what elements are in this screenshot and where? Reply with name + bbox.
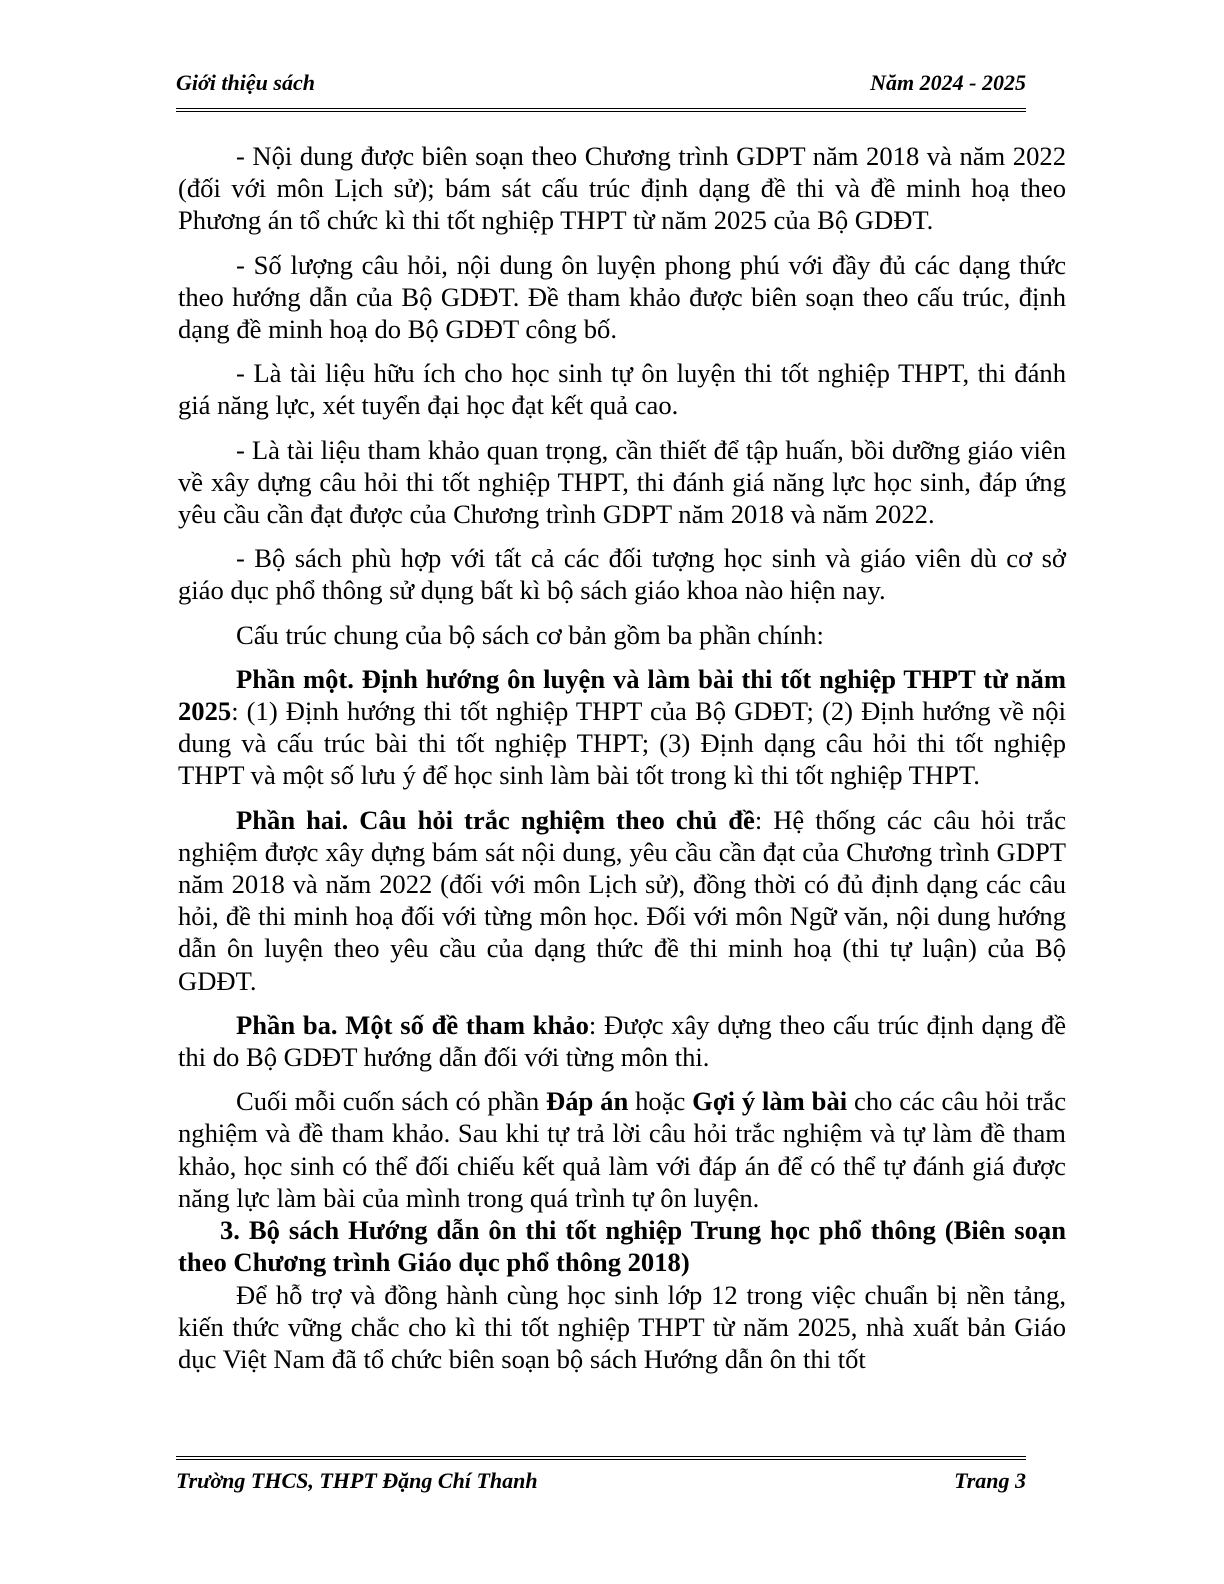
paragraph-question-quantity: - Số lượng câu hỏi, nội dung ôn luyện phong phú với đầy đủ các dạng thức theo hướng dẫn của Bộ GDĐT. Đề tham khảo được biên soạn theo cấu trúc, định dạng đề minh hoạ do Bộ GDĐT công bố. (178, 249, 1066, 345)
paragraph-suitability: - Bộ sách phù hợp với tất cả các đối tượng học sinh và giáo viên dù cơ sở giáo dục phổ thông sử dụng bất kì bộ sách giáo khoa nào hiện nay. (178, 543, 1066, 606)
part-three-title: Phần ba. Một số đề tham khảo (236, 1009, 589, 1040)
page-number: Trang 3 (954, 1468, 1026, 1493)
answer-key-text-c: cho các câu hỏi trắc nghiệm và đề tham khảo. Sau khi tự trả lời câu hỏi trắc nghiệm và tự làm đề tham khảo, học sinh có thể đối chiếu kết quả làm với đáp án để có thể tự đánh giá được năng lực làm bài của mình trong quá trình tự ôn luyện. (178, 1086, 1067, 1213)
answer-key-text-b: hoặc (628, 1086, 693, 1117)
part-three-text: : Được xây dựng theo cấu trúc định dạng đề thi do Bộ GDĐT hướng dẫn đối với từng môn thi. (178, 1009, 1066, 1073)
part-one-title: Phần một. Định hướng ôn luyện và làm bài thi tốt nghiệp THPT từ năm 2025 (178, 663, 1066, 727)
paragraph-student-resource: - Là tài liệu hữu ích cho học sinh tự ôn luyện thi tốt nghiệp THPT, thi đánh giá năng lực, xét tuyển đại học đạt kết quả cao. (178, 358, 1066, 421)
section-3-heading: 3. Bộ sách Hướng dẫn ôn thi tốt nghiệp Trung học phổ thông (Biên soạn theo Chương trình Giáo dục phổ thông 2018) (178, 1215, 1066, 1278)
paragraph-part-two (178, 804, 1066, 997)
footer-school: Trường THCS, THPT Đặng Chí Thanh (176, 1468, 538, 1493)
page-footer (176, 1468, 1026, 1502)
paragraph-structure-intro: Cấu trúc chung của bộ sách cơ bản gồm ba phần chính: (236, 619, 824, 650)
part-two-text: : Hệ thống các câu hỏi trắc nghiệm được xây dựng bám sát nội dung, yêu cầu cần đạt của Chương trình GDPT năm 2018 và năm 2022 (đối với môn Lịch sử), đồng thời có đủ định dạng các câu hỏi, đề thi minh hoạ đối với từng môn học. Đối với môn Ngữ văn, nội dung hướng dẫn ôn luyện theo yêu cầu của dạng thức đề thi minh hoạ (thi tự luận) của Bộ GDĐT. (178, 804, 1066, 996)
paragraph-part-one (178, 663, 1066, 792)
paragraph-content-source: - Nội dung được biên soạn theo Chương trình GDPT năm 2018 và năm 2022 (đối với môn Lịch sử); bám sát cấu trúc định dạng đề thi và đề minh hoạ theo Phương án tổ chức kì thi tốt nghiệp THPT từ năm 2025 của Bộ GDĐT. (178, 141, 1066, 236)
answer-key-text-a: Cuối mỗi cuốn sách có phần (236, 1086, 546, 1117)
paragraph-teacher-resource: - Là tài liệu tham khảo quan trọng, cần thiết để tập huấn, bồi dưỡng giáo viên về xây dựng câu hỏi thi tốt nghiệp THPT, thi đánh giá năng lực học sinh, đáp ứng yêu cầu cần đạt được của Chương trình GDPT năm 2018 và năm 2022. (178, 434, 1066, 530)
answer-key-bold-a: Đáp án (546, 1086, 629, 1117)
part-one-text: : (1) Định hướng thi tốt nghiệp THPT của Bộ GDĐT; (2) Định hướng về nội dung và cấu trúc bài thi tốt nghiệp THPT; (3) Định dạng câu hỏi thi tốt nghiệp THPT và một số lưu ý để học sinh làm bài tốt trong kì thi tốt nghiệp THPT. (178, 696, 1066, 791)
paragraph-part-three (178, 1009, 1066, 1073)
part-two-title: Phần hai. Câu hỏi trắc nghiệm theo chủ đề (236, 804, 755, 835)
page-content (178, 140, 1066, 1387)
answer-key-bold-b: Gợi ý làm bài (692, 1086, 848, 1117)
header-rule (176, 108, 1026, 112)
paragraph-answer-key (178, 1085, 1066, 1214)
header-year: Năm 2024 - 2025 (870, 70, 1026, 95)
page-header (176, 70, 1026, 104)
header-title: Giới thiệu sách (176, 70, 315, 95)
footer-rule (176, 1456, 1026, 1460)
paragraph-section-3-intro: Để hỗ trợ và đồng hành cùng học sinh lớp 12 trong việc chuẩn bị nền tảng, kiến thức vững chắc cho kì thi tốt nghiệp THPT từ năm 2025, nhà xuất bản Giáo dục Việt Nam đã tổ chức biên soạn bộ sách Hướng dẫn ôn thi tốt (178, 1279, 1066, 1374)
